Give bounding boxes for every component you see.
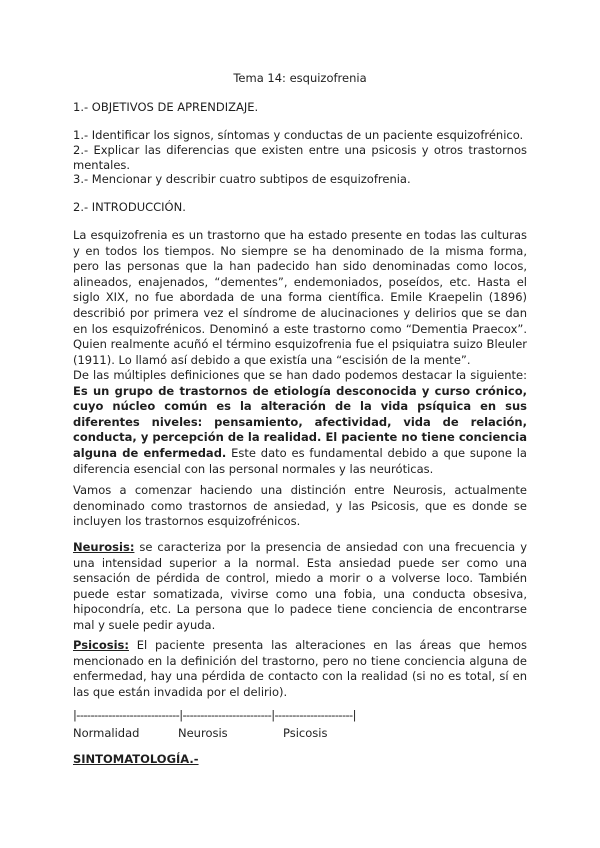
sintomatologia-heading: SINTOMATOLOGÍA.- <box>73 752 199 766</box>
scale-label-normalidad: Normalidad <box>73 726 140 740</box>
scale-label-psicosis: Psicosis <box>283 726 328 740</box>
psicosis-text: El paciente presenta las alteraciones en las áreas que hemos mencionado en la definición del trastorno, pero no tiene conciencia alguna de enfermedad, hay una pérdida de contacto con la realidad (si no es total, sí en las que están invadida por el delirio). <box>73 638 527 699</box>
neurosis-term: Neurosis: <box>73 540 135 554</box>
scale-label-neurosis: Neurosis <box>178 726 228 740</box>
history-paragraph: La esquizofrenia es un trastorno que ha estado presente en todas las culturas y en todos los tiempos. No siempre se ha denominado de la misma forma, pero las personas que la han padecido han sido denominadas como locos, alineados, enajenados, “dementes”, endemoniados, poseídos, etc. Hasta el siglo XIX, no fue abordada de una forma científica. Emile Kraepelin (1896) describió por primera vez el síndrome de alucinaciones y delirios que se dan en los esquizofrénicos. Denominó a este trastorno como “Dementia Praecox”. Quien realmente acuñó el término esquizofrenia fue el psiquiatra suizo Bleuler (1911). Lo llamó así debido a que existía una “escisión de la mente”. <box>73 228 527 367</box>
neurosis-text: se caracteriza por la presencia de ansiedad con una frecuencia y una intensidad superior a la normal. Esta ansiedad puede ser como una sensación de pérdida de control, miedo a morir o a volverse loco. También puede estar somatizada, vivirse como una fobia, una conducta obsesiva, hipocondría, etc. La persona que lo padece tiene conciencia de encontrarse mal y suele pedir ayuda. <box>73 540 527 632</box>
scale-line: |-----------------------------|-------------------------|----------------------| <box>73 708 356 722</box>
psicosis-paragraph <box>73 638 527 700</box>
definition-paragraph <box>73 368 527 477</box>
definition-intro: De las múltiples definiciones que se han dado podemos destacar la siguiente: <box>73 368 527 382</box>
objective-item: 1.- Identificar los signos, síntomas y conductas de un paciente esquizofrénico. <box>73 128 524 142</box>
psicosis-term: Psicosis: <box>73 638 129 652</box>
introduction-heading: 2.- INTRODUCCIÓN. <box>73 200 186 214</box>
objectives-heading: 1.- OBJETIVOS DE APRENDIZAJE. <box>73 100 259 114</box>
objective-item: 3.- Mencionar y describir cuatro subtipos de esquizofrenia. <box>73 172 411 187</box>
objectives-list <box>73 128 527 187</box>
objective-item: 2.- Explicar las diferencias que existen entre una psicosis y otros trastornos mentales. <box>73 142 527 172</box>
definition-rest: Este dato es fundamental debido a que supone la diferencia esencial con las personal normales y las neuróticas. <box>73 445 527 476</box>
neurosis-paragraph <box>73 540 527 634</box>
definition-bold: Es un grupo de trastornos de etiología desconocida y curso crónico, cuyo núcleo común es la alteración de la vida psíquica en sus diferentes niveles: pensamiento, afectividad, vida de relación, conducta, y percepción de la realidad. El paciente no tiene conciencia alguna de enfermedad. <box>73 383 527 460</box>
document-title: Tema 14: esquizofrenia <box>233 71 367 85</box>
distinction-paragraph: Vamos a comenzar haciendo una distinción entre Neurosis, actualmente denominado como trastornos de ansiedad, y las Psicosis, que es donde se incluyen los trastornos esquizofrénicos. <box>73 483 527 529</box>
